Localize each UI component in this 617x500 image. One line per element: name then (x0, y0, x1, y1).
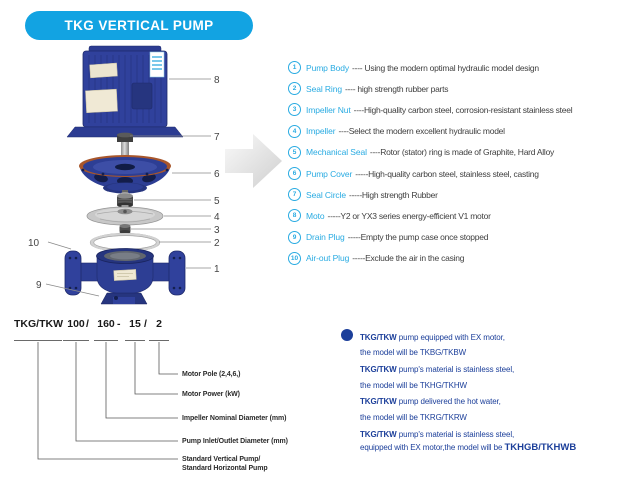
part-name: Moto (306, 210, 325, 221)
pump-cover-illustration (79, 155, 171, 194)
page-title: TKG VERTICAL PUMP (64, 18, 214, 33)
part-description: -----High strength Rubber (349, 189, 438, 200)
part-description: -----High-quality carbon steel, stainless steel, casting (355, 168, 539, 179)
part-description: -----Exclude the air in the casing (352, 253, 465, 264)
part-list-item (288, 184, 617, 205)
part-number-badge: 5 (288, 146, 301, 159)
note-line (360, 443, 576, 452)
part-list-item (288, 121, 617, 142)
part-number-badge: 4 (288, 125, 301, 138)
part-name: Air-out Plug (306, 253, 350, 264)
model-separator: / (144, 318, 147, 330)
callout-8: 8 (214, 75, 220, 86)
note-text: the model will be TKRG/TKRW (360, 413, 467, 422)
motor-illustration (67, 46, 183, 137)
model-segment-inlet: 100 (63, 318, 89, 341)
note-model-prefix: TKG/TKW (360, 397, 397, 406)
note-text: pump equipped with EX motor, (396, 333, 505, 342)
part-description: ---- Using the modern optimal hydraulic model design (352, 62, 539, 73)
part-list-item (288, 248, 617, 269)
parts-list (288, 57, 617, 269)
model-segment-series: TKG/TKW (14, 318, 62, 341)
callout-7: 7 (214, 132, 220, 143)
note-model-prefix: TKG/TKW (360, 365, 397, 374)
part-name: Mechanical Seal (306, 147, 367, 158)
note-text: equipped with EX motor,the model will be (360, 443, 505, 452)
callout-5: 5 (214, 196, 220, 207)
model-label-inlet-outlet: Pump Inlet/Outlet Diameter (mm) (182, 438, 288, 445)
note-text: pump delivered the hot water, (396, 397, 501, 406)
part-list-item (288, 205, 617, 226)
part-list-item (288, 99, 617, 120)
note-line (360, 413, 467, 422)
part-name: Seal Circle (306, 189, 346, 200)
page-title-banner (25, 11, 253, 40)
model-label-standard-line1: Standard Vertical Pump/ (182, 456, 261, 463)
note-text: pump's material is stainless steel, (396, 430, 515, 439)
note-text: pump's material is stainless steel, (396, 365, 515, 374)
part-description: -----Empty the pump case once stopped (347, 232, 489, 243)
pump-body-illustration (65, 249, 185, 305)
part-description: -----Y2 or YX3 series energy-efficient V1 motor (327, 210, 491, 221)
model-label-impeller-diam: Impeller Nominal Diameter (mm) (182, 415, 287, 422)
part-name: Pump Cover (306, 168, 353, 179)
callout-10: 10 (28, 238, 40, 249)
part-number-badge: 9 (288, 231, 301, 244)
part-list-item (288, 142, 617, 163)
drain-plug-illustration (114, 296, 118, 300)
model-segment-pole: 2 (149, 318, 169, 341)
part-name: Drain Plug (306, 232, 345, 243)
part-name: Seal Ring (306, 83, 342, 94)
model-separator: / (86, 318, 89, 330)
right-arrow-icon (225, 134, 282, 188)
part-list-item (288, 57, 617, 78)
model-label-standard (182, 455, 268, 473)
part-number-badge: 2 (288, 82, 301, 95)
model-label-motor-pole: Motor Pole (2,4,6,) (182, 371, 241, 378)
bullet-icon (341, 329, 353, 341)
part-description: ---- high strength rubber parts (344, 83, 449, 94)
part-description: ----Rotor (stator) ring is made of Graphite, Hard Alloy (369, 147, 555, 158)
impeller-illustration (87, 205, 163, 225)
note-model-prefix: TKG/TKW (360, 430, 397, 439)
callout-9: 9 (36, 280, 42, 291)
model-segment-impeller: 160 (94, 318, 118, 341)
callout-2: 2 (214, 238, 220, 249)
model-label-motor-power: Motor Power (kW) (182, 391, 240, 398)
model-separator: - (117, 318, 121, 330)
part-number-badge: 8 (288, 209, 301, 222)
callout-4: 4 (214, 212, 220, 223)
part-description: ----High-quality carbon steel, corrosion-resistant stainless steel (353, 104, 573, 115)
part-list-item (288, 227, 617, 248)
callout-3: 3 (214, 225, 220, 236)
part-name: Impeller Nut (306, 104, 351, 115)
note-line (360, 333, 505, 342)
callout-1: 1 (214, 264, 220, 275)
part-number-badge: 10 (288, 252, 301, 265)
part-list-item (288, 163, 617, 184)
model-label-standard-line2: Standard Horizontal Pump (182, 465, 268, 472)
note-line (360, 381, 467, 390)
part-name: Pump Body (306, 62, 350, 73)
note-line (360, 397, 501, 406)
part-description: ----Select the modern excellent hydraulic model (338, 126, 505, 137)
part-number-badge: 7 (288, 188, 301, 201)
note-text: the model will be TKBG/TKBW (360, 348, 467, 357)
note-highlight-model: TKHGB/TKHWB (504, 442, 577, 453)
part-number-badge: 3 (288, 103, 301, 116)
part-name: Impeller (306, 126, 336, 137)
note-line (360, 430, 514, 439)
part-list-item (288, 78, 617, 99)
note-text: the model will be TKHG/TKHW (360, 381, 467, 390)
model-segment-power: 15 (125, 318, 145, 341)
part-number-badge: 1 (288, 61, 301, 74)
note-line (360, 348, 466, 357)
callout-6: 6 (214, 169, 220, 180)
pump-exploded-diagram (15, 45, 295, 310)
part-number-badge: 6 (288, 167, 301, 180)
note-line (360, 365, 514, 374)
impeller-nut-illustration (120, 224, 131, 234)
note-model-prefix: TKG/TKW (360, 333, 397, 342)
